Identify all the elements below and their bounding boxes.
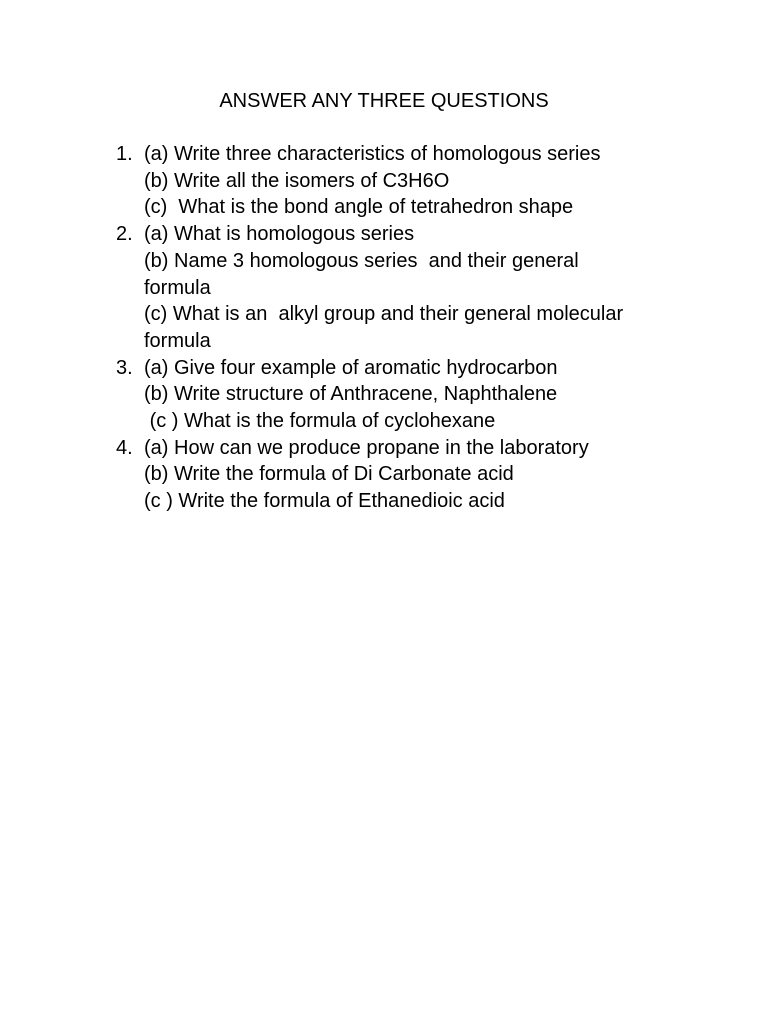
question-number: 4. bbox=[116, 436, 133, 459]
question-1 bbox=[0, 141, 644, 221]
question-part: (b) Write the formula of Di Carbonate acid bbox=[144, 463, 514, 486]
question-4 bbox=[0, 435, 644, 515]
question-part: (a) Write three characteristics of homologous series bbox=[144, 143, 601, 165]
question-part: (a) What is homologous series bbox=[144, 223, 415, 246]
question-number: 2. bbox=[116, 223, 133, 246]
question-list bbox=[0, 141, 768, 515]
question-number: 1. bbox=[116, 143, 133, 165]
question-part: (a) How can we produce propane in the laboratory bbox=[144, 436, 589, 459]
question-part: (b) Name 3 homologous series and their general formula bbox=[144, 249, 585, 299]
question-part: (b) Write all the isomers of C3H6O bbox=[144, 169, 450, 192]
question-part: (c) What is an alkyl group and their general molecular formula bbox=[144, 303, 629, 352]
question-part: (c ) Write the formula of Ethanedioic acid bbox=[144, 490, 505, 513]
question-part: (b) Write structure of Anthracene, Naphthalene bbox=[144, 383, 558, 406]
question-2 bbox=[0, 221, 644, 355]
question-part: (c) What is the bond angle of tetrahedron shape bbox=[144, 196, 574, 219]
question-part: (a) Give four example of aromatic hydrocarbon bbox=[144, 356, 558, 379]
question-number: 3. bbox=[116, 356, 133, 379]
question-3 bbox=[0, 355, 644, 435]
page-title: ANSWER ANY THREE QUESTIONS bbox=[219, 90, 549, 112]
question-part: (c ) What is the formula of cyclohexane bbox=[144, 410, 496, 433]
